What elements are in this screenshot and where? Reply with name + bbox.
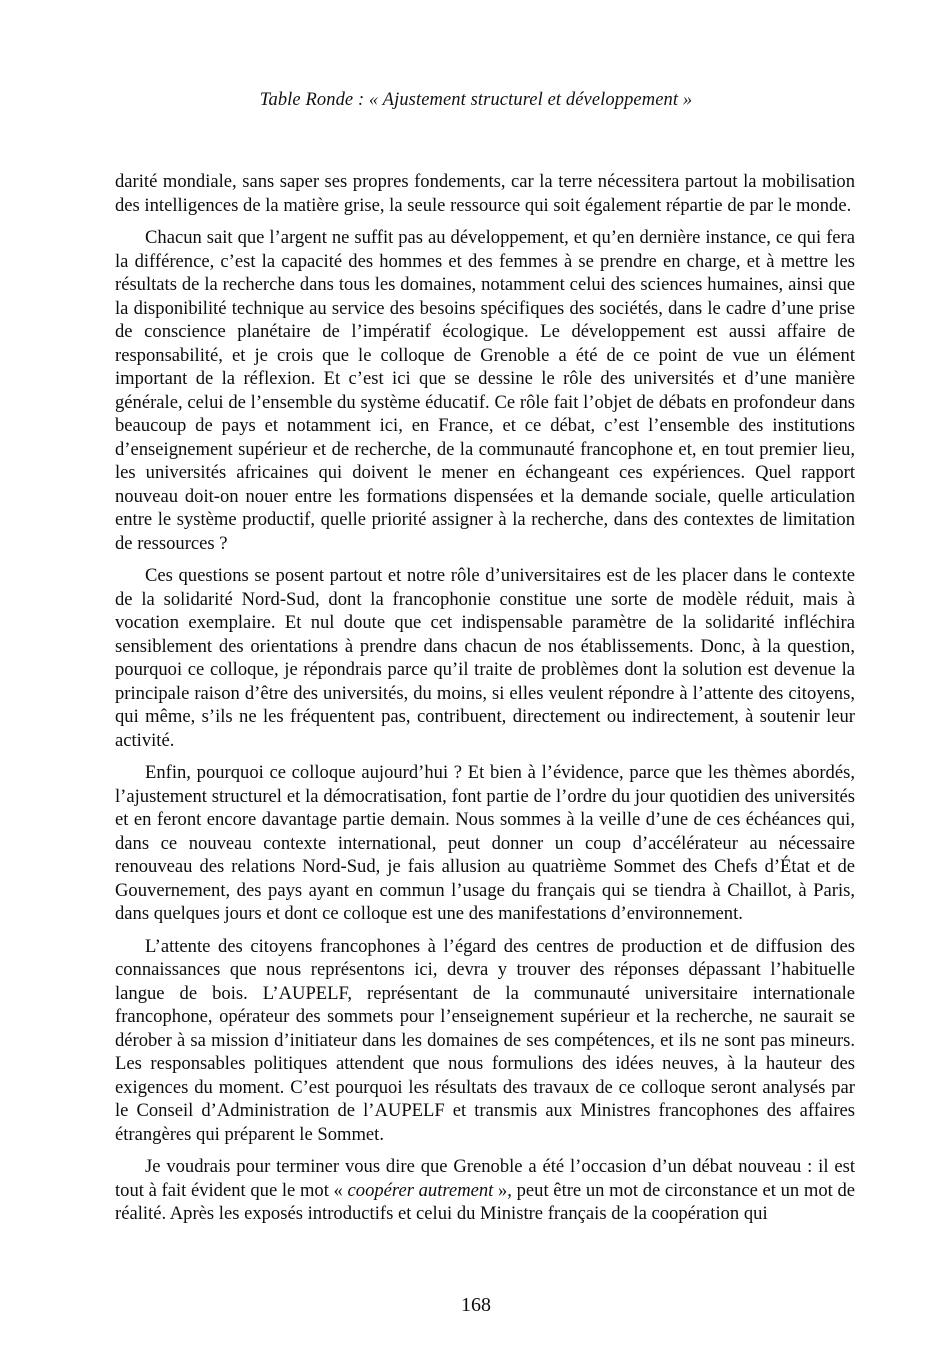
text-segment: », peut être un mot de circonstance et un mot de réalité. Après les exposés introductifs et celui du Ministre français de la coopération qui — [115, 1179, 856, 1224]
page-body — [115, 170, 855, 1235]
paragraph — [115, 564, 855, 752]
text-segment: L’attente des citoyens francophones à l’égard des centres de production et de diffusion des connaissances que nous représentons ici, devra y trouver des réponses dépassant l’habituelle langue de bois. L’AUPELF, représentant de la communauté universitaire internationale francophone, opérateur des sommets pour l’enseignement supérieur et la recherche, ne saurait se dérober à sa mission d’initiateur dans les domaines de ses compétences, et ils ne sont pas mineurs. Les responsables politiques attendent que nous formulions des idées neuves, à la hauteur des exigences du moment. C’est pourquoi les résultats des travaux de ce colloque seront analysés par le Conseil d’Administration de l’AUPELF et transmis aux Ministres francophones des affaires étrangères qui préparent le Sommet. — [115, 935, 855, 1145]
text-segment: Enfin, pourquoi ce colloque aujourd’hui ? Et bien à l’évidence, parce que les thèmes abordés, l’ajustement structurel et la démocratisation, font partie de l’ordre du jour quotidien des universités et en feront encore davantage partie demain. Nous sommes à la veille d’une de ces échéances qui, dans ce nouveau contexte international, peut donner un coup d’accélérateur au nécessaire renouveau des relations Nord-Sud, je fais allusion au quatrième Sommet des Chefs d’État et de Gouvernement, des pays ayant en commun l’usage du français qui se tiendra à Chaillot, à Paris, dans quelques jours et dont ce colloque est une des manifestations d’environnement. — [115, 762, 855, 924]
paragraph — [115, 1155, 855, 1226]
text-segment: Chacun sait que l’argent ne suffit pas au développement, et qu’en dernière instance, ce qui fera la différence, c’est la capacité des hommes et des femmes à se prendre en charge, et à mettre les résultats de la recherche dans tous les domaines, notamment celui des sciences humaines, ainsi que la disponibilité technique au service des besoins spécifiques des sociétés, dans le cadre d’une prise de conscience planétaire de l’impératif écologique. Le développement est aussi affaire de responsabilité, et je crois que le colloque de Grenoble a été de ce point de vue un élément important de la réflexion. Et c’est ici que se dessine le rôle des universités et d’une manière générale, celui de l’ensemble du système éducatif. Ce rôle fait l’objet de débats en profondeur dans beaucoup de pays et notamment ici, en France, et ce débat, c’est l’ensemble des institutions d’enseignement supérieur et de recherche, de la communauté francophone et, en tout premier lieu, les universités africaines qui doivent le mener en échangeant ces expériences. Quel rapport nouveau doit-on nouer entre les formations dispensées et la demande sociale, quelle articulation entre le système productif, quelle priorité assigner à la recherche, dans des contextes de limitation de ressources ? — [115, 227, 855, 554]
paragraph — [115, 761, 855, 926]
text-segment: Je voudrais pour terminer vous dire que Grenoble a été l’occasion d’un débat nouveau : il est tout à fait évident que le mot « — [115, 1156, 855, 1201]
paragraph — [115, 935, 855, 1147]
page-number: 168 — [461, 1294, 491, 1316]
running-header: Table Ronde : « Ajustement structurel et développement » — [259, 90, 693, 110]
italic-phrase: coopérer autrement — [347, 1179, 494, 1201]
paragraph — [115, 170, 855, 217]
text-segment: darité mondiale, sans saper ses propres fondements, car la terre nécessitera partout la mobilisation des intelligences de la matière grise, la seule ressource qui soit également répartie de par le monde. — [115, 171, 855, 216]
paragraph — [115, 226, 855, 555]
text-segment: Ces questions se posent partout et notre rôle d’universitaires est de les placer dans le contexte de la solidarité Nord-Sud, dont la francophonie constitue une sorte de modèle réduit, mais à vocation exemplaire. Et nul doute que cet indispensable paramètre de la solidarité infléchira sensiblement des orientations à prendre dans chacun de nos établissements. Donc, à la question, pourquoi ce colloque, je répondrais parce qu’il traite de problèmes dont la solution est devenue la principale raison d’être des universités, du moins, si elles veulent répondre à l’attente des citoyens, qui même, s’ils ne les fréquentent pas, contribuent, directement ou indirectement, à soutenir leur activité. — [115, 565, 855, 751]
